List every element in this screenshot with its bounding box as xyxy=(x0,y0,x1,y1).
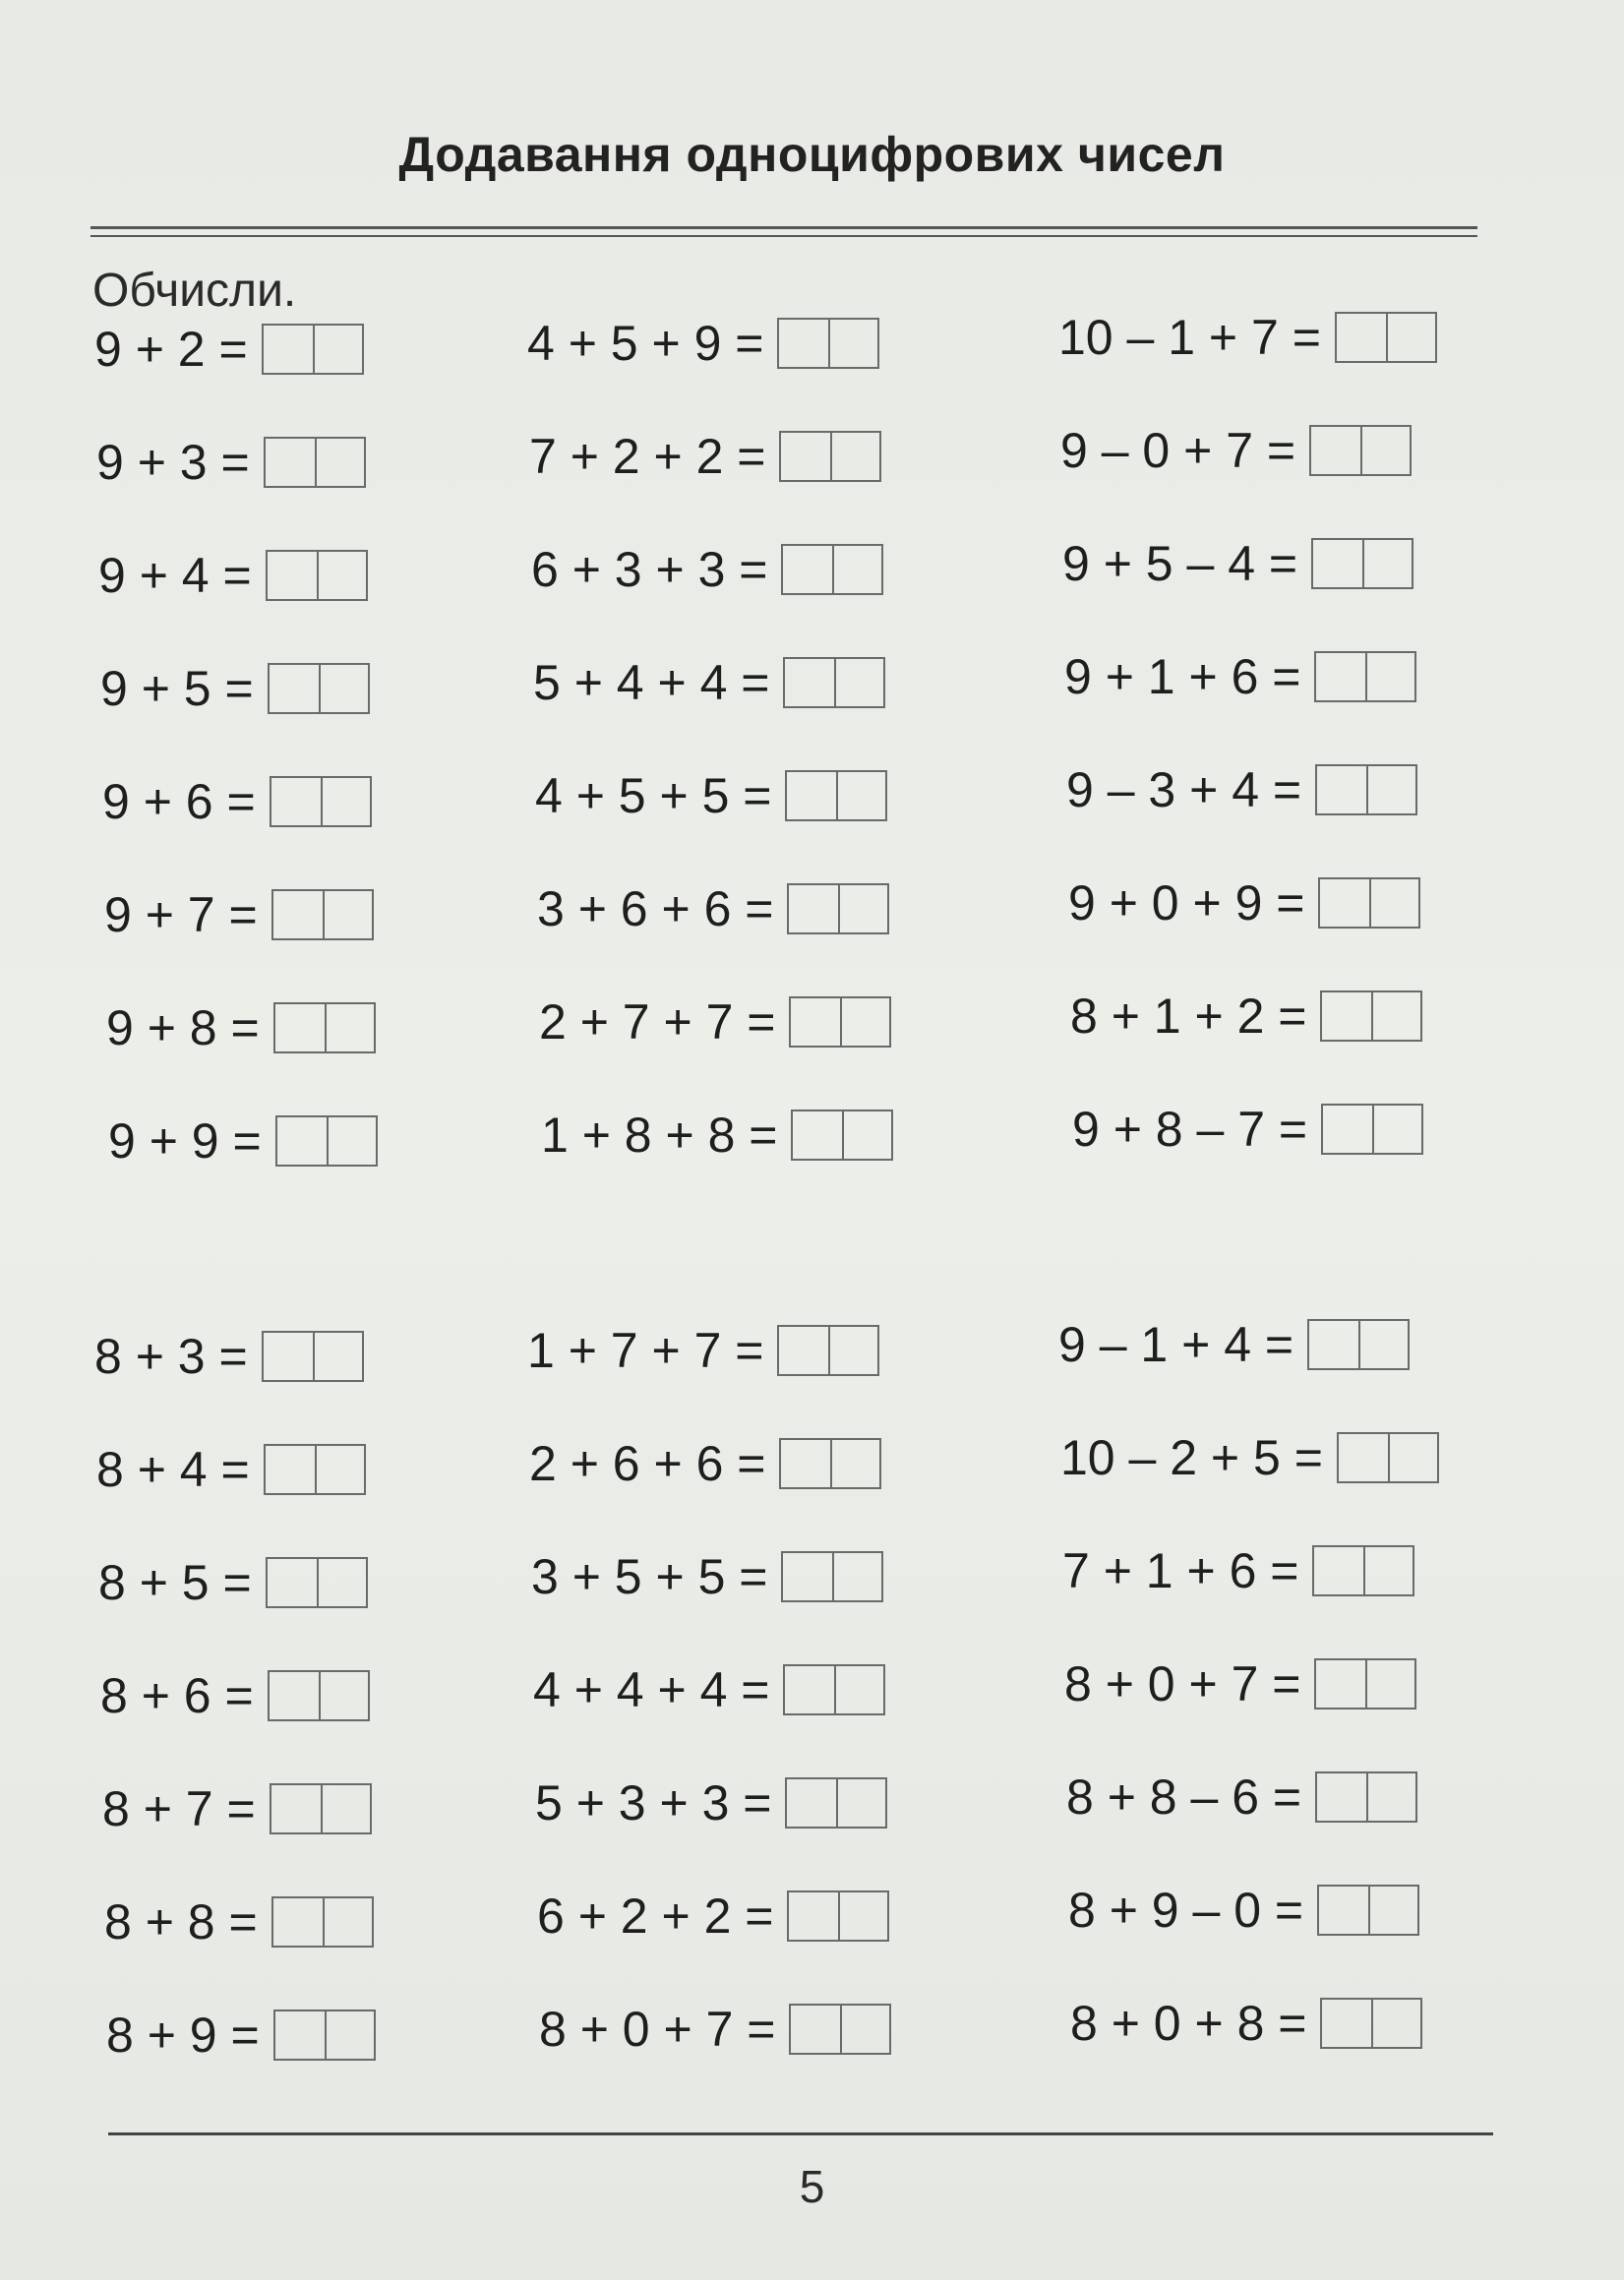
problem-expression: 9 + 2 = xyxy=(94,322,248,377)
answer-boxes[interactable] xyxy=(1309,425,1412,476)
answer-tens-cell[interactable] xyxy=(1320,879,1369,927)
problem xyxy=(94,321,364,378)
problem xyxy=(1058,309,1437,366)
answer-tens-cell[interactable] xyxy=(270,665,319,712)
answer-boxes[interactable] xyxy=(268,1670,370,1721)
problem-expression: 8 + 6 = xyxy=(100,1668,254,1723)
answer-ones-cell[interactable] xyxy=(830,433,879,480)
problem xyxy=(527,1322,879,1379)
problem xyxy=(531,1548,883,1605)
instruction-text: Обчисли. xyxy=(92,265,297,317)
answer-boxes[interactable] xyxy=(266,1557,368,1608)
answer-ones-cell[interactable] xyxy=(1369,879,1418,927)
problem xyxy=(1058,1316,1410,1373)
problem-expression: 2 + 6 + 6 = xyxy=(529,1436,766,1491)
answer-tens-cell[interactable] xyxy=(1311,427,1360,474)
problem xyxy=(1060,422,1412,479)
problem-expression: 9 + 5 = xyxy=(100,661,254,716)
problem xyxy=(533,654,885,711)
problem xyxy=(100,660,370,717)
problem-expression: 1 + 7 + 7 = xyxy=(527,1323,764,1378)
problem-expression: 9 + 0 + 9 = xyxy=(1068,875,1305,930)
answer-boxes[interactable] xyxy=(275,1115,378,1167)
answer-boxes[interactable] xyxy=(1311,538,1413,589)
problem xyxy=(537,880,889,937)
answer-ones-cell[interactable] xyxy=(1372,1106,1421,1153)
answer-boxes[interactable] xyxy=(1312,1545,1414,1596)
answer-boxes[interactable] xyxy=(266,550,368,601)
answer-boxes[interactable] xyxy=(1315,1771,1417,1823)
answer-boxes[interactable] xyxy=(264,437,366,488)
answer-ones-cell[interactable] xyxy=(1362,540,1412,587)
answer-tens-cell[interactable] xyxy=(271,1785,321,1832)
problem-expression: 9 – 1 + 4 = xyxy=(1058,1317,1294,1372)
footer-divider xyxy=(108,2132,1493,2135)
answer-boxes[interactable] xyxy=(777,1325,879,1376)
problem-expression: 9 + 8 – 7 = xyxy=(1072,1102,1308,1157)
problem-expression: 7 + 1 + 6 = xyxy=(1062,1543,1299,1598)
answer-tens-cell[interactable] xyxy=(787,1779,836,1827)
answer-tens-cell[interactable] xyxy=(1313,540,1362,587)
answer-tens-cell[interactable] xyxy=(1322,992,1371,1040)
answer-boxes[interactable] xyxy=(789,996,891,1048)
answer-ones-cell[interactable] xyxy=(317,1559,366,1606)
answer-tens-cell[interactable] xyxy=(1316,653,1365,700)
problem-expression: 8 + 0 + 7 = xyxy=(1064,1656,1301,1711)
answer-tens-cell[interactable] xyxy=(271,778,321,825)
answer-ones-cell[interactable] xyxy=(836,1779,885,1827)
problem-expression: 5 + 3 + 3 = xyxy=(535,1775,772,1830)
answer-boxes[interactable] xyxy=(779,1438,881,1489)
answer-tens-cell[interactable] xyxy=(785,1666,834,1713)
answer-ones-cell[interactable] xyxy=(315,1446,364,1493)
answer-ones-cell[interactable] xyxy=(832,546,881,593)
answer-tens-cell[interactable] xyxy=(273,1898,323,1946)
answer-boxes[interactable] xyxy=(781,1551,883,1602)
answer-boxes[interactable] xyxy=(271,889,374,940)
answer-tens-cell[interactable] xyxy=(793,1111,842,1159)
answer-tens-cell[interactable] xyxy=(1309,1321,1358,1368)
problem-expression: 5 + 4 + 4 = xyxy=(533,655,770,710)
problem xyxy=(1072,1101,1423,1158)
answer-boxes[interactable] xyxy=(1320,990,1422,1042)
answer-ones-cell[interactable] xyxy=(321,778,370,825)
answer-ones-cell[interactable] xyxy=(323,1898,372,1946)
answer-boxes[interactable] xyxy=(271,1896,374,1948)
answer-boxes[interactable] xyxy=(777,318,879,369)
problem-expression: 9 – 3 + 4 = xyxy=(1066,762,1302,817)
answer-ones-cell[interactable] xyxy=(317,552,366,599)
answer-ones-cell[interactable] xyxy=(313,1333,362,1380)
answer-boxes[interactable] xyxy=(781,544,883,595)
problem xyxy=(527,315,879,372)
answer-boxes[interactable] xyxy=(1314,1658,1416,1710)
problem xyxy=(539,2001,891,2058)
answer-ones-cell[interactable] xyxy=(1365,653,1414,700)
answer-tens-cell[interactable] xyxy=(1317,1773,1366,1821)
problem xyxy=(1068,1882,1419,1939)
answer-boxes[interactable] xyxy=(273,1002,376,1053)
answer-boxes[interactable] xyxy=(783,657,885,708)
answer-boxes[interactable] xyxy=(1317,1885,1419,1936)
problem-expression: 8 + 4 = xyxy=(96,1442,250,1497)
problem xyxy=(104,886,374,943)
answer-boxes[interactable] xyxy=(270,1783,372,1834)
answer-tens-cell[interactable] xyxy=(779,320,828,367)
problem-expression: 9 + 6 = xyxy=(102,774,256,829)
answer-boxes[interactable] xyxy=(1318,877,1420,929)
problem xyxy=(1064,648,1416,705)
answer-boxes[interactable] xyxy=(789,2004,891,2055)
problem-expression: 1 + 8 + 8 = xyxy=(541,1108,778,1163)
problem-expression: 8 + 5 = xyxy=(98,1555,252,1610)
problem-expression: 9 + 3 = xyxy=(96,435,250,490)
problem xyxy=(529,1435,881,1492)
problem xyxy=(108,1112,378,1170)
problem xyxy=(98,547,368,604)
problem-expression: 9 + 4 = xyxy=(98,548,252,603)
answer-boxes[interactable] xyxy=(787,883,889,934)
problem xyxy=(529,428,881,485)
answer-boxes[interactable] xyxy=(268,663,370,714)
problem xyxy=(106,2007,376,2064)
answer-tens-cell[interactable] xyxy=(264,326,313,373)
problem-expression: 8 + 7 = xyxy=(102,1781,256,1836)
problem-expression: 3 + 5 + 5 = xyxy=(531,1549,768,1604)
problem xyxy=(104,1893,374,1950)
problem-expression: 8 + 3 = xyxy=(94,1329,248,1384)
answer-ones-cell[interactable] xyxy=(315,439,364,486)
answer-tens-cell[interactable] xyxy=(1322,2000,1371,2047)
answer-tens-cell[interactable] xyxy=(789,885,838,932)
problem xyxy=(539,993,891,1050)
answer-boxes[interactable] xyxy=(1335,312,1437,363)
problem xyxy=(531,541,883,598)
answer-ones-cell[interactable] xyxy=(1366,1773,1415,1821)
answer-tens-cell[interactable] xyxy=(1316,1660,1365,1708)
problem-expression: 6 + 2 + 2 = xyxy=(537,1889,774,1944)
answer-ones-cell[interactable] xyxy=(319,665,368,712)
answer-tens-cell[interactable] xyxy=(791,998,840,1046)
problem-expression: 8 + 9 = xyxy=(106,2008,260,2063)
answer-tens-cell[interactable] xyxy=(275,2011,325,2059)
problem xyxy=(1064,1655,1416,1712)
answer-ones-cell[interactable] xyxy=(840,998,889,1046)
problem xyxy=(1066,1769,1417,1826)
problem-expression: 9 + 5 – 4 = xyxy=(1062,536,1298,591)
answer-boxes[interactable] xyxy=(264,1444,366,1495)
problem xyxy=(1070,1995,1422,2052)
answer-ones-cell[interactable] xyxy=(321,1785,370,1832)
answer-tens-cell[interactable] xyxy=(1317,766,1366,813)
problem xyxy=(535,1774,887,1831)
problem-expression: 10 – 2 + 5 = xyxy=(1060,1430,1323,1485)
problem-expression: 4 + 5 + 5 = xyxy=(535,768,772,823)
answer-tens-cell[interactable] xyxy=(789,1892,838,1940)
page-title: Додавання одноцифрових чисел xyxy=(398,127,1226,182)
answer-boxes[interactable] xyxy=(1315,764,1417,815)
page-number: 5 xyxy=(799,2161,825,2212)
answer-ones-cell[interactable] xyxy=(1371,2000,1420,2047)
answer-ones-cell[interactable] xyxy=(325,2011,374,2059)
answer-ones-cell[interactable] xyxy=(323,891,372,938)
answer-boxes[interactable] xyxy=(262,324,364,375)
answer-tens-cell[interactable] xyxy=(781,433,830,480)
problem-expression: 8 + 9 – 0 = xyxy=(1068,1883,1304,1938)
answer-ones-cell[interactable] xyxy=(830,1440,879,1487)
answer-ones-cell[interactable] xyxy=(313,326,362,373)
problem-expression: 3 + 6 + 6 = xyxy=(537,881,774,936)
answer-boxes[interactable] xyxy=(1320,1998,1422,2049)
problem xyxy=(533,1661,885,1718)
problem-expression: 9 + 8 = xyxy=(106,1000,260,1055)
problem-expression: 6 + 3 + 3 = xyxy=(531,542,768,597)
problem xyxy=(100,1667,370,1724)
answer-ones-cell[interactable] xyxy=(840,2006,889,2053)
problem-expression: 9 + 1 + 6 = xyxy=(1064,649,1301,704)
answer-boxes[interactable] xyxy=(1314,651,1416,702)
answer-boxes[interactable] xyxy=(783,1664,885,1715)
answer-ones-cell[interactable] xyxy=(828,320,877,367)
answer-tens-cell[interactable] xyxy=(1323,1106,1372,1153)
problem xyxy=(1070,988,1422,1045)
answer-boxes[interactable] xyxy=(262,1331,364,1382)
problem xyxy=(1066,761,1417,818)
answer-tens-cell[interactable] xyxy=(270,1672,319,1719)
answer-boxes[interactable] xyxy=(273,2010,376,2061)
problem xyxy=(102,1780,372,1837)
answer-ones-cell[interactable] xyxy=(832,1553,881,1600)
problem xyxy=(537,1888,889,1945)
answer-ones-cell[interactable] xyxy=(842,1111,891,1159)
answer-ones-cell[interactable] xyxy=(319,1672,368,1719)
answer-ones-cell[interactable] xyxy=(834,659,883,706)
answer-ones-cell[interactable] xyxy=(1388,1434,1437,1481)
answer-tens-cell[interactable] xyxy=(266,1446,315,1493)
problem xyxy=(96,1441,366,1498)
answer-ones-cell[interactable] xyxy=(1358,1321,1408,1368)
problem-expression: 8 + 8 – 6 = xyxy=(1066,1770,1302,1825)
answer-tens-cell[interactable] xyxy=(268,1559,317,1606)
answer-tens-cell[interactable] xyxy=(779,1327,828,1374)
answer-ones-cell[interactable] xyxy=(1386,314,1435,361)
problem-expression: 9 – 0 + 7 = xyxy=(1060,423,1296,478)
answer-ones-cell[interactable] xyxy=(1368,1887,1417,1934)
answer-ones-cell[interactable] xyxy=(1365,1660,1414,1708)
problem-expression: 8 + 0 + 8 = xyxy=(1070,1996,1307,2051)
problem-expression: 4 + 4 + 4 = xyxy=(533,1662,770,1717)
answer-tens-cell[interactable] xyxy=(791,2006,840,2053)
answer-boxes[interactable] xyxy=(787,1890,889,1942)
answer-tens-cell[interactable] xyxy=(268,552,317,599)
problem xyxy=(535,767,887,824)
problem xyxy=(1062,535,1413,592)
problem-expression: 4 + 5 + 9 = xyxy=(527,316,764,371)
problem-expression: 7 + 2 + 2 = xyxy=(529,429,766,484)
answer-tens-cell[interactable] xyxy=(1314,1547,1363,1594)
answer-tens-cell[interactable] xyxy=(781,1440,830,1487)
answer-tens-cell[interactable] xyxy=(783,546,832,593)
problem-expression: 2 + 7 + 7 = xyxy=(539,994,776,1050)
answer-boxes[interactable] xyxy=(785,770,887,821)
answer-ones-cell[interactable] xyxy=(1363,1547,1413,1594)
problem xyxy=(1062,1542,1414,1599)
answer-boxes[interactable] xyxy=(1321,1104,1423,1155)
answer-tens-cell[interactable] xyxy=(1319,1887,1368,1934)
answer-tens-cell[interactable] xyxy=(266,439,315,486)
answer-ones-cell[interactable] xyxy=(327,1117,376,1165)
answer-tens-cell[interactable] xyxy=(787,772,836,819)
answer-ones-cell[interactable] xyxy=(1371,992,1420,1040)
answer-tens-cell[interactable] xyxy=(275,1004,325,1051)
problem xyxy=(98,1554,368,1611)
answer-boxes[interactable] xyxy=(785,1777,887,1829)
problem-expression: 8 + 1 + 2 = xyxy=(1070,989,1307,1044)
answer-tens-cell[interactable] xyxy=(783,1553,832,1600)
problem xyxy=(541,1107,893,1164)
problem xyxy=(102,773,372,830)
answer-tens-cell[interactable] xyxy=(785,659,834,706)
answer-ones-cell[interactable] xyxy=(834,1666,883,1713)
answer-boxes[interactable] xyxy=(1337,1432,1439,1483)
problem-expression: 9 + 7 = xyxy=(104,887,258,942)
answer-tens-cell[interactable] xyxy=(277,1117,327,1165)
answer-ones-cell[interactable] xyxy=(1366,766,1415,813)
answer-boxes[interactable] xyxy=(791,1110,893,1161)
problem xyxy=(96,434,366,491)
answer-tens-cell[interactable] xyxy=(273,891,323,938)
problem-expression: 8 + 8 = xyxy=(104,1894,258,1950)
answer-ones-cell[interactable] xyxy=(836,772,885,819)
answer-ones-cell[interactable] xyxy=(1360,427,1410,474)
answer-ones-cell[interactable] xyxy=(828,1327,877,1374)
problem xyxy=(94,1328,364,1385)
answer-ones-cell[interactable] xyxy=(325,1004,374,1051)
answer-ones-cell[interactable] xyxy=(838,885,887,932)
problem-expression: 8 + 0 + 7 = xyxy=(539,2002,776,2057)
answer-boxes[interactable] xyxy=(779,431,881,482)
problem-expression: 10 – 1 + 7 = xyxy=(1058,310,1321,365)
answer-tens-cell[interactable] xyxy=(1337,314,1386,361)
answer-boxes[interactable] xyxy=(270,776,372,827)
answer-tens-cell[interactable] xyxy=(1339,1434,1388,1481)
problem xyxy=(1068,874,1420,931)
problem xyxy=(106,999,376,1056)
answer-boxes[interactable] xyxy=(1307,1319,1410,1370)
answer-tens-cell[interactable] xyxy=(264,1333,313,1380)
problem xyxy=(1060,1429,1439,1486)
answer-ones-cell[interactable] xyxy=(838,1892,887,1940)
problem-expression: 9 + 9 = xyxy=(108,1113,262,1169)
